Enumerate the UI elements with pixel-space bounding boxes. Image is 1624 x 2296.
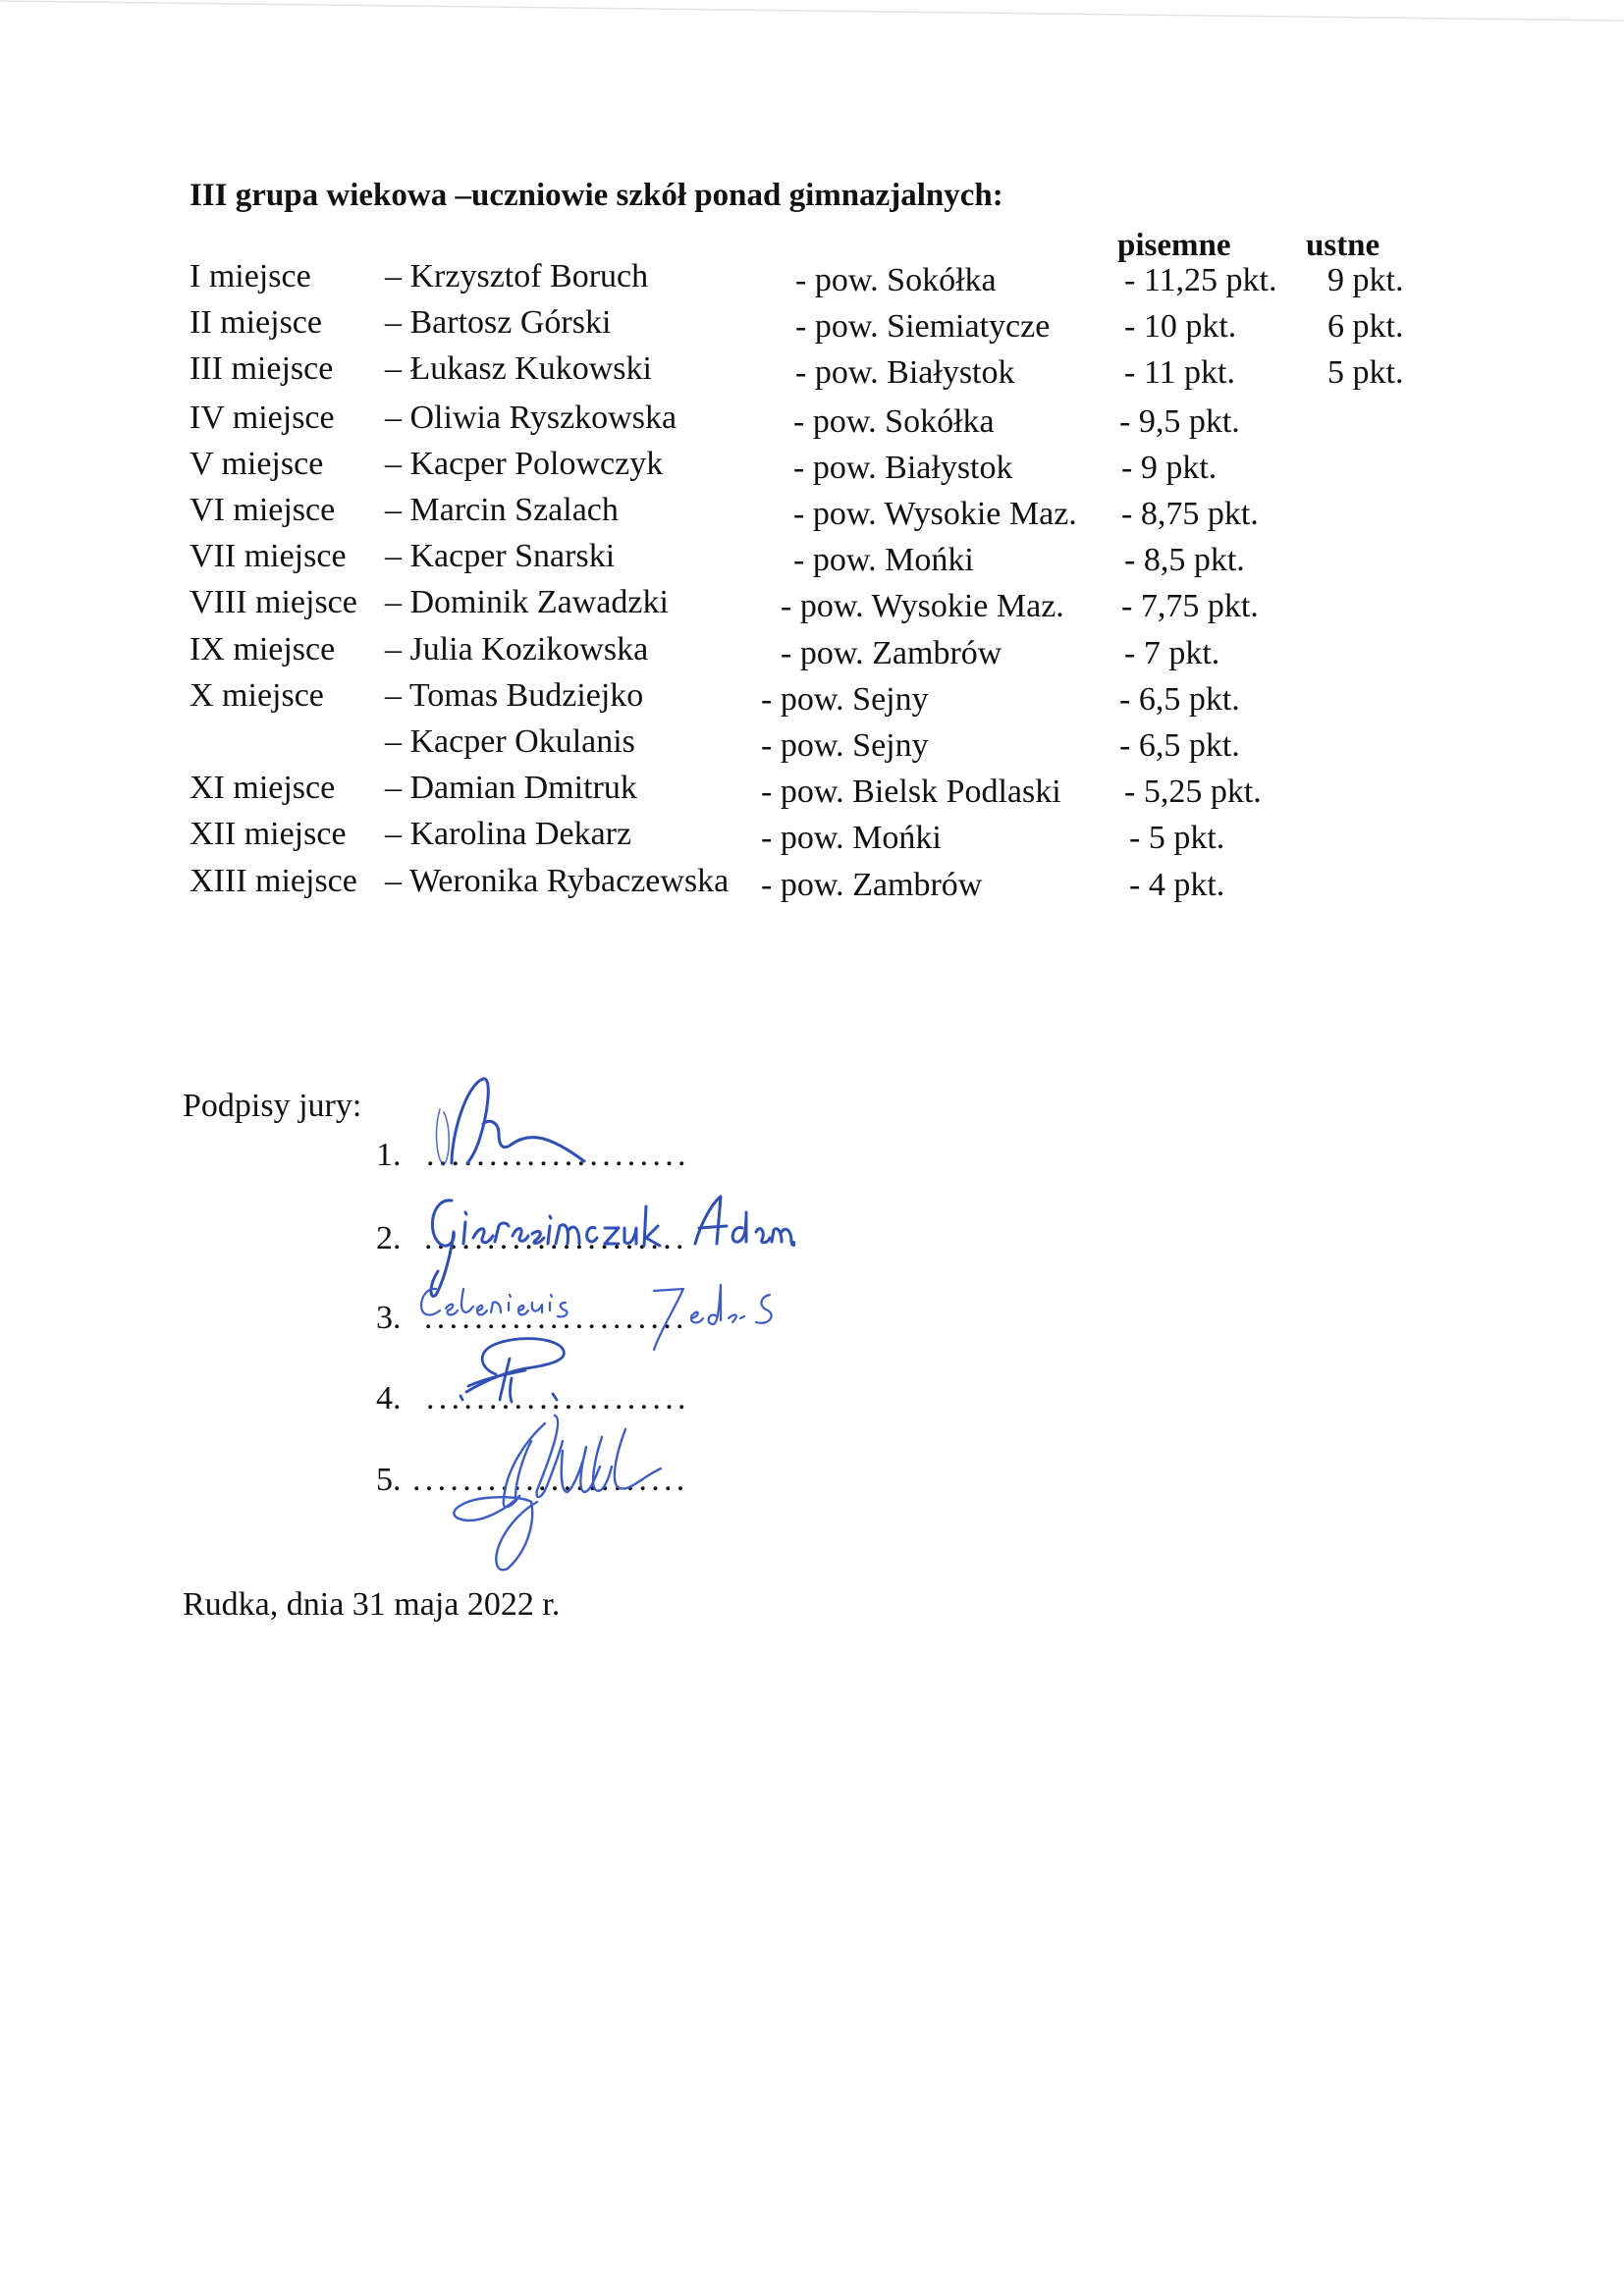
result-row — [0, 818, 1624, 864]
district: - pow. Mońki — [761, 820, 942, 857]
signature-number: 1. — [376, 1137, 402, 1173]
participant-name: – Karolina Dekarz — [385, 816, 632, 853]
written-score: - 9,5 pkt. — [1119, 402, 1240, 440]
result-row — [0, 725, 1624, 772]
participant-name: – Oliwia Ryszkowska — [385, 399, 677, 436]
result-row — [0, 401, 1624, 448]
place-label: VIII miejsce — [189, 584, 357, 621]
column-header-written: pisemne — [1117, 228, 1231, 263]
district: - pow. Sokółka — [795, 262, 997, 298]
result-row — [0, 772, 1624, 818]
district: - pow. Sejny — [761, 680, 929, 718]
district: - pow. Sejny — [761, 727, 929, 764]
result-row — [0, 586, 1624, 632]
district: - pow. Zambrów — [761, 866, 983, 903]
oral-score: 9 pkt. — [1327, 262, 1404, 298]
written-score: - 5 pkt. — [1129, 820, 1225, 857]
place-label: IX miejsce — [189, 630, 336, 667]
participant-name: – Krzysztof Boruch — [385, 258, 649, 294]
written-score: - 10 pkt. — [1124, 308, 1237, 346]
place-label: VII miejsce — [189, 538, 347, 575]
written-score: - 11,25 pkt. — [1124, 262, 1277, 298]
signature-number: 5. — [376, 1462, 402, 1498]
place-and-date: Rudka, dnia 31 maja 2022 r. — [183, 1586, 561, 1623]
place-label: VI miejsce — [189, 492, 336, 528]
result-row — [0, 862, 1624, 911]
section-heading: III grupa wiekowa –uczniowie szkół ponad gimnazjalnych: — [189, 178, 1003, 213]
signature-1 — [422, 1075, 619, 1173]
district: - pow. Siemiatycze — [795, 308, 1051, 346]
participant-name: – Kacper Polowczyk — [385, 445, 664, 482]
written-score: - 4 pkt. — [1129, 866, 1225, 903]
district: - pow. Sokółka — [793, 402, 995, 440]
place-label: XI miejsce — [189, 770, 336, 807]
participant-name: – Łukasz Kukowski — [385, 350, 652, 388]
participant-name: – Kacper Okulanis — [385, 723, 635, 760]
result-row — [0, 676, 1624, 725]
scan-edge-line — [0, 0, 1624, 24]
dotted-signature-field: ...................... — [412, 1462, 689, 1498]
participant-name: – Julia Kozikowska — [385, 630, 649, 667]
place-label: X miejsce — [189, 676, 324, 714]
participant-name: – Bartosz Górski — [385, 304, 612, 342]
participant-name: – Marcin Szalach — [385, 492, 619, 528]
district: - pow. Wysokie Maz. — [793, 496, 1077, 532]
result-row — [0, 540, 1624, 586]
signature-5 — [447, 1412, 663, 1574]
place-label: XII miejsce — [189, 816, 347, 853]
participant-name: – Dominik Zawadzki — [385, 584, 669, 621]
dotted-signature-field: ..................... — [426, 1380, 690, 1416]
place-label: II miejsce — [189, 304, 322, 342]
signature-number: 3. — [376, 1300, 402, 1336]
dotted-signature-field: ..................... — [424, 1220, 688, 1256]
signature-number: 2. — [376, 1220, 402, 1256]
district: - pow. Mońki — [793, 542, 974, 579]
written-score: - 11 pkt. — [1124, 354, 1236, 392]
district: - pow. Białystok — [793, 449, 1013, 486]
place-label: V miejsce — [189, 445, 324, 482]
result-row — [0, 445, 1624, 494]
place-label: I miejsce — [189, 258, 311, 294]
signature-4 — [447, 1335, 594, 1414]
result-row — [0, 306, 1624, 352]
written-score: - 5,25 pkt. — [1124, 774, 1262, 811]
oral-score: 5 pkt. — [1327, 354, 1404, 392]
participant-name: – Kacper Snarski — [385, 538, 616, 575]
district: - pow. Białystok — [795, 354, 1015, 392]
written-score: - 6,5 pkt. — [1119, 727, 1240, 764]
place-label: III miejsce — [189, 350, 334, 388]
signatures-label: Podpisy jury: — [183, 1088, 362, 1124]
result-row — [0, 494, 1624, 540]
place-label: XIII miejsce — [189, 862, 357, 899]
written-score: - 9 pkt. — [1121, 449, 1218, 486]
result-row — [0, 260, 1624, 306]
dotted-signature-field: ..................... — [424, 1300, 688, 1336]
participant-name: – Weronika Rybaczewska — [385, 862, 730, 899]
dotted-signature-field: ..................... — [426, 1137, 690, 1173]
written-score: - 6,5 pkt. — [1119, 680, 1240, 718]
district: - pow. Zambrów — [781, 634, 1002, 671]
participant-name: – Damian Dmitruk — [385, 770, 637, 807]
written-score: - 8,75 pkt. — [1121, 496, 1259, 532]
result-row — [0, 352, 1624, 399]
district: - pow. Wysokie Maz. — [781, 588, 1064, 625]
column-header-oral: ustne — [1306, 228, 1380, 263]
signature-number: 4. — [376, 1380, 402, 1416]
result-row — [0, 630, 1624, 679]
written-score: - 8,5 pkt. — [1124, 542, 1245, 579]
place-label: IV miejsce — [189, 399, 335, 436]
district: - pow. Bielsk Podlaski — [761, 774, 1061, 811]
oral-score: 6 pkt. — [1327, 308, 1404, 346]
written-score: - 7 pkt. — [1124, 634, 1220, 671]
participant-name: – Tomas Budziejko — [385, 676, 644, 714]
written-score: - 7,75 pkt. — [1121, 588, 1259, 625]
